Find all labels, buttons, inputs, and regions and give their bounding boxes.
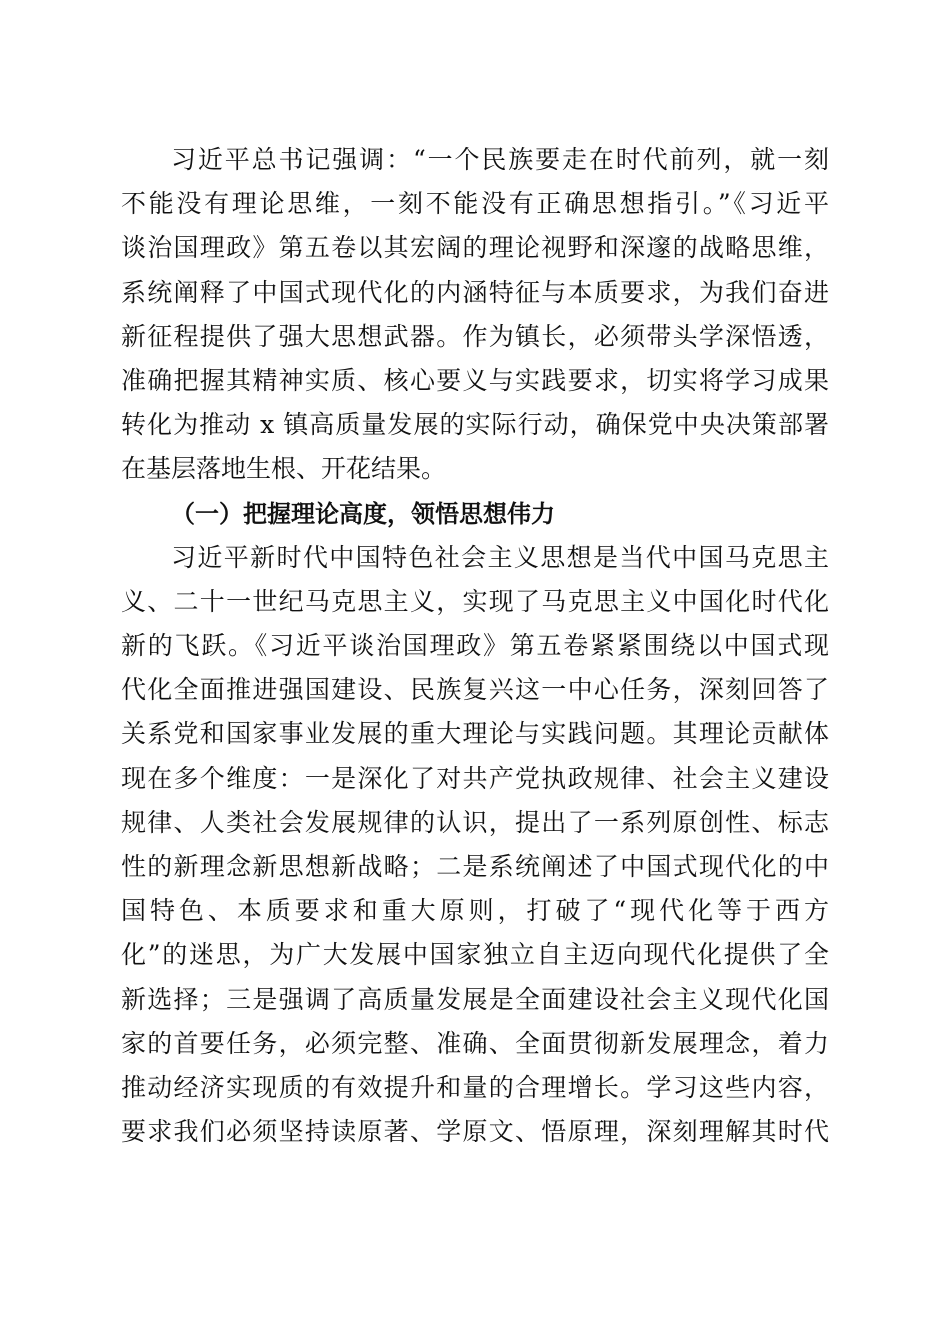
- paragraph-line: 新选择；三是强调了高质量发展是全面建设社会主义现代化国: [121, 984, 829, 1014]
- document-body: [121, 138, 829, 1154]
- paragraph-line: 性的新理念新思想新战略；二是系统阐述了中国式现代化的中: [121, 852, 829, 881]
- paragraph-line: 家的首要任务，必须完整、准确、全面贯彻新发展理念，着力: [121, 1028, 829, 1058]
- paragraph-line: 国特色、本质要求和重大原则，打破了“现代化等于西方: [121, 896, 829, 926]
- paragraph-line: 习近平新时代中国特色社会主义思想是当代中国马克思主: [171, 542, 829, 572]
- section-heading: （一）把握理论高度，领悟思想伟力: [171, 499, 555, 528]
- paragraph-line: 新的飞跃。《习近平谈治国理政》第五卷紧紧围绕以中国式现: [121, 631, 829, 661]
- paragraph-line: 要求我们必须坚持读原著、学原文、悟原理，深刻理解其时代: [121, 1117, 829, 1147]
- paragraph-line: 现在多个维度：一是深化了对共产党执政规律、社会主义建设: [121, 763, 829, 793]
- paragraph-line: 习近平总书记强调：“一个民族要走在时代前列，就一刻: [171, 145, 829, 174]
- paragraph-line: 新征程提供了强大思想武器。作为镇长，必须带头学深悟透，: [121, 321, 829, 351]
- paragraph-line: 关系党和国家事业发展的重大理论与实践问题。其理论贡献体: [121, 719, 829, 749]
- paragraph-line: 义、二十一世纪马克思主义，实现了马克思主义中国化时代化: [121, 586, 829, 616]
- paragraph-line: 推动经济实现质的有效提升和量的合理增长。学习这些内容，: [121, 1072, 829, 1102]
- paragraph-line: 规律、人类社会发展规律的认识，提出了一系列原创性、标志: [121, 807, 829, 837]
- paragraph-line: 化”的迷思，为广大发展中国家独立自主迈向现代化提供了全: [121, 940, 829, 970]
- paragraph-line: 不能没有理论思维，一刻不能没有正确思想指引。”《习近平: [121, 189, 829, 219]
- paragraph-theory: [121, 536, 829, 1155]
- paragraph-line: 代化全面推进强国建设、民族复兴这一中心任务，深刻回答了: [121, 675, 829, 705]
- paragraph-line: 在基层落地生根、开花结果。: [121, 454, 447, 484]
- paragraph-line: 谈治国理政》第五卷以其宏阔的理论视野和深邃的战略思维，: [121, 233, 829, 263]
- paragraph-line: 系统阐释了中国式现代化的内涵特征与本质要求，为我们奋进: [121, 277, 829, 307]
- paragraph-intro: [121, 138, 829, 492]
- paragraph-line: 转化为推动 x 镇高质量发展的实际行动，确保党中央决策部署: [121, 410, 829, 440]
- paragraph-line: 准确把握其精神实质、核心要义与实践要求，切实将学习成果: [121, 365, 829, 395]
